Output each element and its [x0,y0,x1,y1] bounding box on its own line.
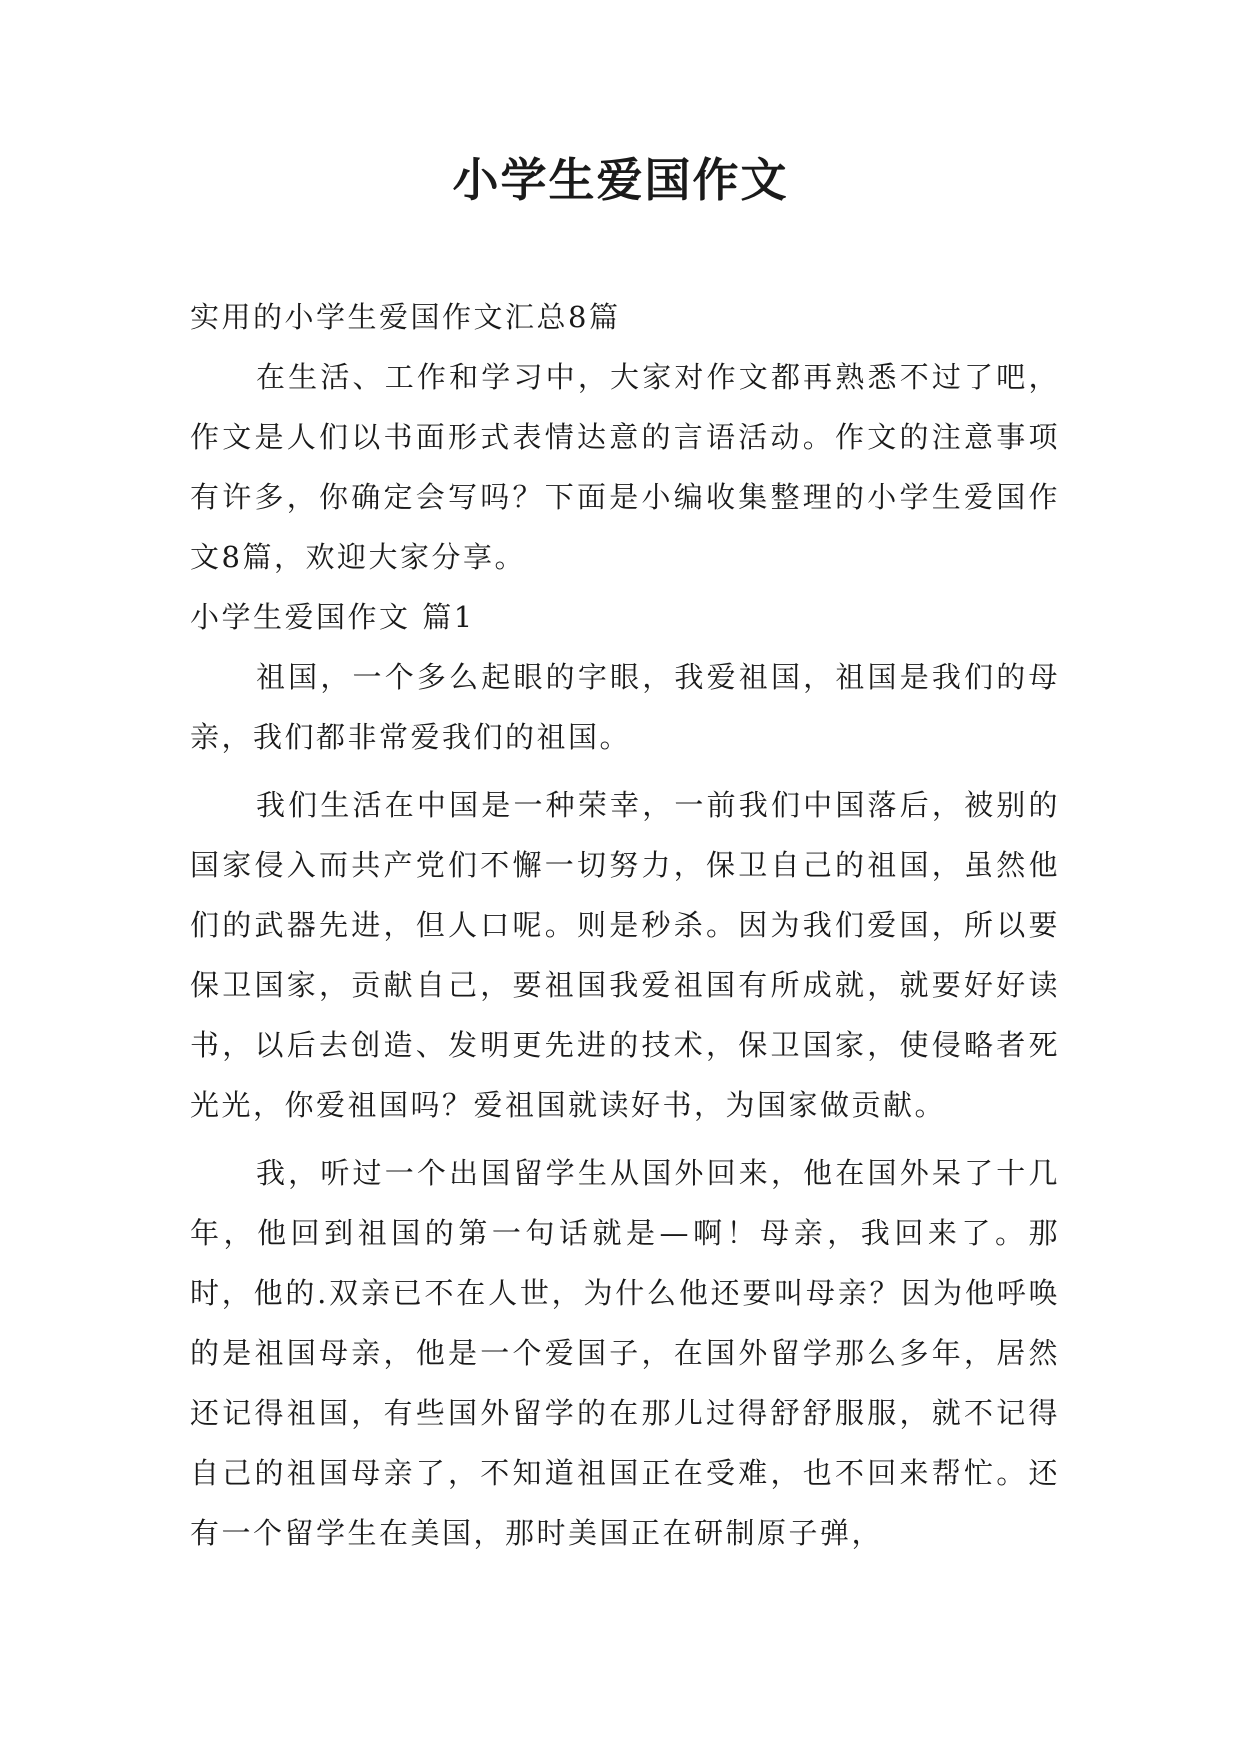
section-heading: 小学生爱国作文 篇1 [190,600,475,634]
document-title: 小学生爱国作文 [452,153,789,207]
intro-paragraph: 在生活、工作和学习中，大家对作文都再熟悉不过了吧，作文是人们以书面形式表情达意的言语活动。作文的注意事项有许多，你确定会写吗？下面是小编收集整理的小学生爱国作文8篇，欢迎大家分享。 [190,360,1060,574]
body-paragraph: 我，听过一个出国留学生从国外回来，他在国外呆了十几年，他回到祖国的第一句话就是—啊！母亲，我回来了。那时，他的.双亲已不在人世，为什么他还要叫母亲？因为他呼唤的是祖国母亲，他是一个爱国子，在国外留学那么多年，居然还记得祖国，有些国外留学的在那儿过得舒舒服服，就不记得自己的祖国母亲了，不知道祖国正在受难，也不回来帮忙。还有一个留学生在美国，那时美国正在研制原子弹， [190,1156,1060,1550]
document-body [190,287,1060,1563]
body-paragraph: 祖国，一个多么起眼的字眼，我爱祖国，祖国是我们的母亲，我们都非常爱我们的祖国。 [190,660,1060,754]
body-paragraph: 我们生活在中国是一种荣幸，一前我们中国落后，被别的国家侵入而共产党们不懈一切努力，保卫自己的祖国，虽然他们的武器先进，但人口呢。则是秒杀。因为我们爱国，所以要保卫国家，贡献自己，要祖国我爱祖国有所成就，就要好好读书，以后去创造、发明更先进的技术，保卫国家，使侵略者死光光，你爱祖国吗？爱祖国就读好书，为国家做贡献。 [190,788,1060,1122]
document-subtitle: 实用的小学生爱国作文汇总8篇 [190,300,621,334]
